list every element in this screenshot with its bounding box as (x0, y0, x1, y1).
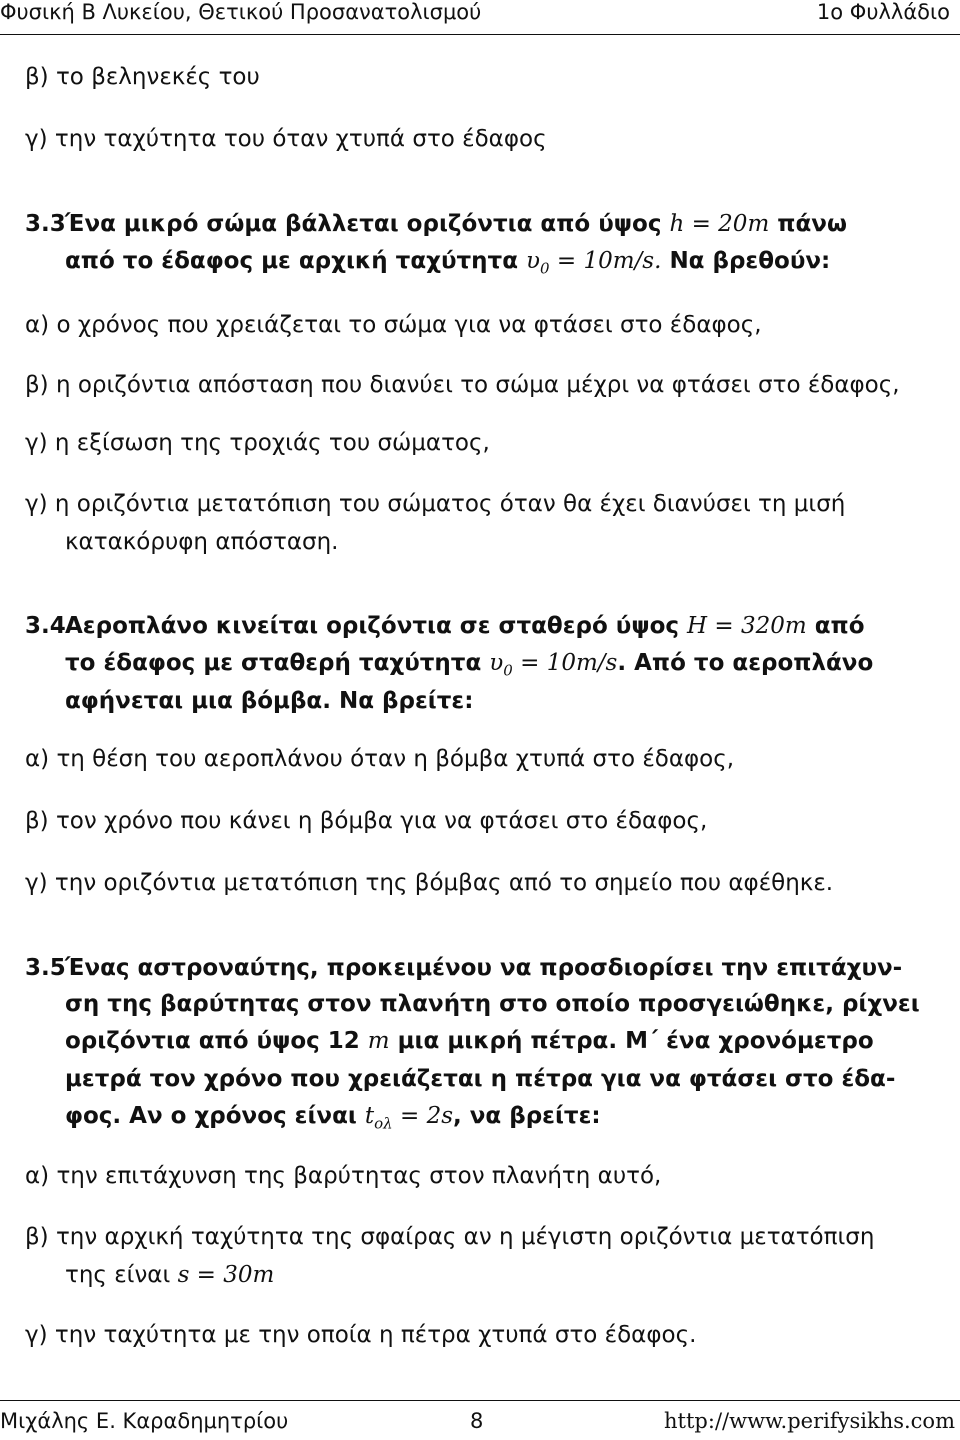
subquestion-g: γ) την ταχύτητα με την οποία η πέτρα χτυπά στο έδαφος. (25, 1322, 697, 1348)
prev-item-b: β) το βεληνεκές του (25, 64, 260, 90)
subquestion-a: α) τη θέση του αεροπλάνου όταν η βόμβα χτυπά στο έδαφος, (25, 746, 735, 772)
problem-statement-line: από το έδαφος με αρχική ταχύτητα $\upsilon_0 = 10m/s$. Να βρεθούν: (65, 248, 831, 278)
subquestion-d-cont: κατακόρυφη απόσταση. (65, 529, 339, 555)
footer-author: Μιχάλης Ε. Καραδημητρίου (0, 1409, 289, 1433)
subquestion-g: γ) η εξίσωση της τροχιάς του σώματος, (25, 430, 490, 456)
subquestion-b: β) τον χρόνο που κάνει η βόμβα για να φτάσει στο έδαφος, (25, 808, 708, 834)
header-sheet: 1ο Φυλλάδιο (816, 0, 950, 24)
problem-statement-line: μετρά τον χρόνο που χρειάζεται η πέτρα για να φτάσει στο έδα- (65, 1066, 896, 1092)
subquestion-b: β) η οριζόντια απόσταση που διανύει το σώμα μέχρι να φτάσει στο έδαφος, (25, 372, 900, 398)
problem-statement-line: Ένα μικρό σώμα βάλλεται οριζόντια από ύψος h = 20m πάνω (65, 211, 847, 237)
problem-statement-line: το έδαφος με σταθερή ταχύτητα $\upsilon_0 = 10m/s$. Από το αεροπλάνο (65, 650, 874, 680)
subquestion-b: β) την αρχική ταχύτητα της σφαίρας αν η μέγιστη οριζόντια μετατόπιση (25, 1224, 875, 1250)
problem-statement-line: φος. Αν ο χρόνος είναι $t_{o\lambda} = 2s$, να βρείτε: (65, 1103, 601, 1133)
problem-number: 3.5 (25, 955, 66, 981)
problem-statement-line: ση της βαρύτητας στον πλανήτη στο οποίο προσγειώθηκε, ρίχνει (65, 991, 920, 1017)
subquestion-a: α) ο χρόνος που χρειάζεται το σώμα για να φτάσει στο έδαφος, (25, 312, 762, 338)
page-number: 8 (470, 1409, 484, 1433)
footer-rule (0, 1400, 960, 1401)
problem-statement-line: Αεροπλάνο κινείται οριζόντια σε σταθερό ύψος H = 320m από (65, 613, 865, 639)
subquestion-a: α) την επιτάχυνση της βαρύτητας στον πλανήτη αυτό, (25, 1163, 662, 1189)
problem-statement-line: αφήνεται μια βόμβα. Να βρείτε: (65, 688, 474, 714)
subquestion-b-cont: της είναι s = 30m (65, 1262, 275, 1288)
page-header (0, 0, 960, 42)
problem-statement-line: οριζόντια από ύψος 12 m μια μικρή πέτρα. Μ΄ ένα χρονόμετρο (65, 1028, 874, 1054)
problem-statement-line: Ένας αστροναύτης, προκειμένου να προσδιορίσει την επιτάχυν- (65, 955, 903, 981)
subquestion-d: γ) η οριζόντια μετατόπιση του σώματος όταν θα έχει διανύσει τη μισή (25, 491, 846, 517)
problem-number: 3.4 (25, 613, 66, 639)
prev-item-g: γ) την ταχύτητα του όταν χτυπά στο έδαφος (25, 126, 547, 152)
header-title: Φυσική Β Λυκείου, Θετικού Προσανατολισμού (0, 0, 482, 24)
subquestion-g: γ) την οριζόντια μετατόπιση της βόμβας από το σημείο που αφέθηκε. (25, 870, 834, 896)
problem-number: 3.3 (25, 211, 66, 237)
header-rule (0, 34, 960, 35)
footer-url: http://www.perifysikhs.com (664, 1409, 955, 1433)
